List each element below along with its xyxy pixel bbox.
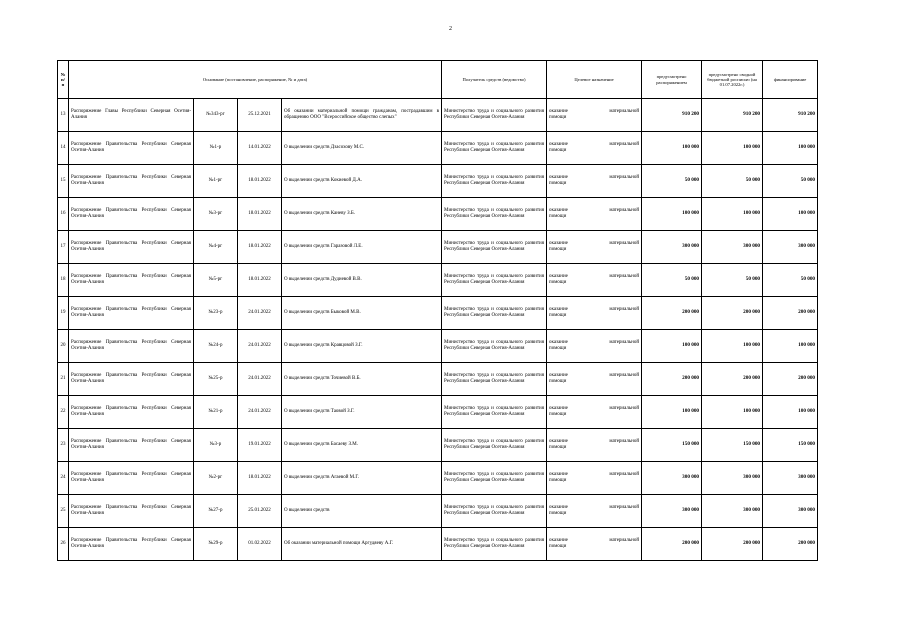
amount-spent: 300 000: [702, 462, 763, 495]
recipient: Министерство труда и социального развития Республики Северная Осетия-Алания: [442, 132, 547, 165]
purpose-word-2: материальной: [609, 373, 640, 379]
document-date: 24.01.2022: [238, 363, 282, 396]
purpose-word-2: материальной: [609, 274, 640, 280]
recipient: Министерство труда и социального развития Республики Северная Осетия-Алания: [442, 528, 547, 561]
table-row: [58, 495, 818, 528]
amount-provided: 100 000: [642, 330, 702, 363]
amount-provided: 50 000: [642, 264, 702, 297]
amount-spent: 300 000: [702, 495, 763, 528]
recipient: Министерство труда и социального развития Республики Северная Осетия-Алания: [442, 231, 547, 264]
amount-spent: 150 000: [702, 429, 763, 462]
document-subject: О выделении средств Дудиевой В.В.: [282, 264, 442, 297]
table-row: [58, 132, 818, 165]
amount-financed: 200 000: [763, 363, 818, 396]
header-provided: предусмотрено распоряжением: [642, 61, 702, 99]
amount-financed: 300 000: [763, 495, 818, 528]
row-number: 21: [58, 363, 69, 396]
purpose: [547, 462, 642, 495]
purpose-word-1: оказание: [549, 505, 568, 511]
row-number: 22: [58, 396, 69, 429]
document-type: Распоряжение Правительства Республики Северная Осетия-Алания: [69, 429, 194, 462]
document-subject: Об оказании материальной помощи Аргудяеву А.Г.: [282, 528, 442, 561]
document-number: №27-р: [194, 495, 238, 528]
purpose: [547, 297, 642, 330]
document-subject: О выделении средств Точиевой В.Б.: [282, 363, 442, 396]
document-date: 14.01.2022: [238, 132, 282, 165]
allocations-table: [57, 60, 818, 561]
document-date: 18.01.2022: [238, 198, 282, 231]
amount-financed: 300 000: [763, 462, 818, 495]
purpose: [547, 132, 642, 165]
amount-spent: 50 000: [702, 165, 763, 198]
purpose-word-3: помощи: [549, 313, 567, 318]
purpose-word-2: материальной: [609, 142, 640, 148]
header-basis: Основание (постановление, распоряжение, № и дата): [69, 61, 442, 99]
document-subject: О выделении средств Таовой З.Г.: [282, 396, 442, 429]
purpose-word-3: помощи: [549, 445, 567, 450]
amount-spent: 910 200: [702, 99, 763, 132]
recipient: Министерство труда и социального развития Республики Северная Осетия-Алания: [442, 462, 547, 495]
purpose-word-1: оказание: [549, 406, 568, 412]
purpose-word-1: оказание: [549, 340, 568, 346]
purpose-word-1: оказание: [549, 538, 568, 544]
document-type: Распоряжение Правительства Республики Северная Осетия-Алания: [69, 297, 194, 330]
recipient: Министерство труда и социального развития Республики Северная Осетия-Алания: [442, 99, 547, 132]
document-number: №1-рг: [194, 165, 238, 198]
document-number: №3-р: [194, 429, 238, 462]
purpose-word-2: материальной: [609, 175, 640, 181]
document-date: 25.01.2022: [238, 495, 282, 528]
row-number: 13: [58, 99, 69, 132]
amount-financed: 100 000: [763, 198, 818, 231]
amount-provided: 300 000: [642, 495, 702, 528]
recipient: Министерство труда и социального развития Республики Северная Осетия-Алания: [442, 264, 547, 297]
header-financed: финансирование: [763, 61, 818, 99]
table-row: [58, 165, 818, 198]
amount-spent: 100 000: [702, 396, 763, 429]
amount-provided: 50 000: [642, 165, 702, 198]
amount-financed: 50 000: [763, 264, 818, 297]
document-subject: О выделении средств Каневу З.Б.: [282, 198, 442, 231]
document-number: №21-р: [194, 396, 238, 429]
purpose-word-2: материальной: [609, 307, 640, 313]
purpose-word-2: материальной: [609, 505, 640, 511]
document-type: Распоряжение Правительства Республики Северная Осетия-Алания: [69, 462, 194, 495]
document-type: Распоряжение Правительства Республики Северная Осетия-Алания: [69, 132, 194, 165]
amount-spent: 100 000: [702, 132, 763, 165]
recipient: Министерство труда и социального развития Республики Северная Осетия-Алания: [442, 363, 547, 396]
purpose-word-2: материальной: [609, 406, 640, 412]
page-number: 2: [449, 26, 452, 32]
amount-financed: 100 000: [763, 132, 818, 165]
document-number: №1-р: [194, 132, 238, 165]
amount-provided: 100 000: [642, 396, 702, 429]
document-subject: О выделении средств Басаеву З.М.: [282, 429, 442, 462]
amount-spent: 200 000: [702, 528, 763, 561]
table-header-row: [58, 61, 818, 99]
document-number: №24-р: [194, 330, 238, 363]
purpose-word-2: материальной: [609, 472, 640, 478]
amount-spent: 100 000: [702, 330, 763, 363]
row-number: 14: [58, 132, 69, 165]
purpose-word-3: помощи: [549, 544, 567, 549]
amount-spent: 200 000: [702, 297, 763, 330]
purpose: [547, 198, 642, 231]
recipient: Министерство труда и социального развития Республики Северная Осетия-Алания: [442, 429, 547, 462]
table-row: [58, 99, 818, 132]
document-type: Распоряжение Правительства Республики Северная Осетия-Алания: [69, 198, 194, 231]
purpose-word-3: помощи: [549, 379, 567, 384]
document-date: 01.02.2022: [238, 528, 282, 561]
recipient: Министерство труда и социального развития Республики Северная Осетия-Алания: [442, 165, 547, 198]
header-recipient: Получатель средств (ведомство): [442, 61, 547, 99]
document-date: 24.01.2022: [238, 297, 282, 330]
document-subject: О выделении средств Кравцовой З.Г.: [282, 330, 442, 363]
document-date: 24.01.2022: [238, 396, 282, 429]
amount-provided: 100 000: [642, 198, 702, 231]
purpose: [547, 264, 642, 297]
purpose-word-3: помощи: [549, 148, 567, 153]
purpose-word-3: помощи: [549, 115, 567, 120]
document-subject: Об оказании материальной помощи гражданам, пострадавшим в обращению ООО "Всероссийское общество слепых": [282, 99, 442, 132]
purpose-word-3: помощи: [549, 511, 567, 516]
purpose-word-2: материальной: [609, 538, 640, 544]
amount-financed: 50 000: [763, 165, 818, 198]
table-row: [58, 528, 818, 561]
recipient: Министерство труда и социального развития Республики Северная Осетия-Алания: [442, 198, 547, 231]
table-row: [58, 363, 818, 396]
purpose-word-3: помощи: [549, 247, 567, 252]
row-number: 20: [58, 330, 69, 363]
table-row: [58, 429, 818, 462]
header-no: № п/п: [58, 61, 69, 99]
purpose-word-3: помощи: [549, 412, 567, 417]
row-number: 25: [58, 495, 69, 528]
purpose-word-1: оказание: [549, 142, 568, 148]
purpose-word-1: оказание: [549, 472, 568, 478]
amount-financed: 100 000: [763, 330, 818, 363]
document-number: №2-рг: [194, 462, 238, 495]
purpose-word-1: оказание: [549, 373, 568, 379]
amount-provided: 100 000: [642, 132, 702, 165]
purpose-word-2: материальной: [609, 109, 640, 115]
purpose: [547, 363, 642, 396]
amount-provided: 300 000: [642, 231, 702, 264]
amount-financed: 100 000: [763, 396, 818, 429]
purpose-word-2: материальной: [609, 340, 640, 346]
purpose: [547, 495, 642, 528]
document-number: №23-р: [194, 297, 238, 330]
amount-provided: 200 000: [642, 363, 702, 396]
purpose: [547, 231, 642, 264]
recipient: Министерство труда и социального развития Республики Северная Осетия-Алания: [442, 297, 547, 330]
document-type: Распоряжение Правительства Республики Северная Осетия-Алания: [69, 495, 194, 528]
purpose-word-3: помощи: [549, 214, 567, 219]
document-date: 18.01.2022: [238, 231, 282, 264]
table-row: [58, 231, 818, 264]
document-subject: О выделении средств Гаразовой Л.Е.: [282, 231, 442, 264]
document-date: 19.01.2022: [238, 429, 282, 462]
purpose-word-2: материальной: [609, 208, 640, 214]
purpose-word-3: помощи: [549, 181, 567, 186]
document-date: 25.12.2021: [238, 99, 282, 132]
amount-spent: 50 000: [702, 264, 763, 297]
document-number: №343-рг: [194, 99, 238, 132]
recipient: Министерство труда и социального развития Республики Северная Осетия-Алания: [442, 330, 547, 363]
document-number: №4-рг: [194, 231, 238, 264]
purpose-word-1: оказание: [549, 439, 568, 445]
purpose: [547, 429, 642, 462]
amount-financed: 300 000: [763, 231, 818, 264]
purpose: [547, 165, 642, 198]
purpose-word-1: оказание: [549, 208, 568, 214]
amount-provided: 200 000: [642, 528, 702, 561]
purpose-word-2: материальной: [609, 241, 640, 247]
table-row: [58, 396, 818, 429]
header-spent: предусмотрено сводной бюджетной росписью (на 01.07.2022г.): [702, 61, 763, 99]
row-number: 26: [58, 528, 69, 561]
document-date: 18.01.2022: [238, 264, 282, 297]
purpose: [547, 330, 642, 363]
table-row: [58, 462, 818, 495]
header-purpose: Целевое назначение: [547, 61, 642, 99]
purpose: [547, 528, 642, 561]
document-type: Распоряжение Правительства Республики Северная Осетия-Алания: [69, 165, 194, 198]
purpose-word-1: оказание: [549, 274, 568, 280]
purpose: [547, 396, 642, 429]
amount-spent: 300 000: [702, 231, 763, 264]
purpose-word-2: материальной: [609, 439, 640, 445]
document-subject: О выделении средств Дзасохову М.С.: [282, 132, 442, 165]
table-row: [58, 264, 818, 297]
document-type: Распоряжение Правительства Республики Северная Осетия-Алания: [69, 330, 194, 363]
row-number: 19: [58, 297, 69, 330]
amount-financed: 200 000: [763, 528, 818, 561]
purpose-word-3: помощи: [549, 346, 567, 351]
document-number: №5-рг: [194, 264, 238, 297]
amount-spent: 100 000: [702, 198, 763, 231]
purpose-word-1: оказание: [549, 307, 568, 313]
recipient: Министерство труда и социального развития Республики Северная Осетия-Алания: [442, 495, 547, 528]
document-subject: О выделении средств Кокиевой Д.А.: [282, 165, 442, 198]
document-number: №3-рг: [194, 198, 238, 231]
row-number: 18: [58, 264, 69, 297]
document-type: Распоряжение Правительства Республики Северная Осетия-Алания: [69, 363, 194, 396]
document-type: Распоряжение Правительства Республики Северная Осетия-Алания: [69, 264, 194, 297]
purpose-word-1: оказание: [549, 175, 568, 181]
purpose-word-3: помощи: [549, 478, 567, 483]
amount-provided: 150 000: [642, 429, 702, 462]
document-subject: О выделении средств: [282, 495, 442, 528]
amount-provided: 300 000: [642, 462, 702, 495]
row-number: 17: [58, 231, 69, 264]
recipient: Министерство труда и социального развития Республики Северная Осетия-Алания: [442, 396, 547, 429]
table-row: [58, 297, 818, 330]
document-date: 18.01.2022: [238, 165, 282, 198]
document-subject: О выделении средств Быковой М.В.: [282, 297, 442, 330]
row-number: 23: [58, 429, 69, 462]
document-type: Распоряжение Правительства Республики Северная Осетия-Алания: [69, 528, 194, 561]
document-type: Распоряжение Правительства Республики Северная Осетия-Алания: [69, 396, 194, 429]
table-row: [58, 330, 818, 363]
document-date: 18.01.2022: [238, 462, 282, 495]
row-number: 24: [58, 462, 69, 495]
row-number: 15: [58, 165, 69, 198]
document-number: №25-р: [194, 363, 238, 396]
amount-financed: 200 000: [763, 297, 818, 330]
amount-provided: 200 000: [642, 297, 702, 330]
table-row: [58, 198, 818, 231]
amount-financed: 150 000: [763, 429, 818, 462]
purpose-word-1: оказание: [549, 241, 568, 247]
document-date: 24.01.2022: [238, 330, 282, 363]
amount-financed: 910 200: [763, 99, 818, 132]
amount-spent: 200 000: [702, 363, 763, 396]
document-type: Распоряжение Правительства Республики Северная Осетия-Алания: [69, 231, 194, 264]
document-subject: О выделении средств Агаевой М.Г.: [282, 462, 442, 495]
purpose: [547, 99, 642, 132]
amount-provided: 910 200: [642, 99, 702, 132]
purpose-word-3: помощи: [549, 280, 567, 285]
row-number: 16: [58, 198, 69, 231]
document-type: Распоряжение Главы Республики Северная Осетия-Алания: [69, 99, 194, 132]
purpose-word-1: оказание: [549, 109, 568, 115]
document-number: №29-р: [194, 528, 238, 561]
